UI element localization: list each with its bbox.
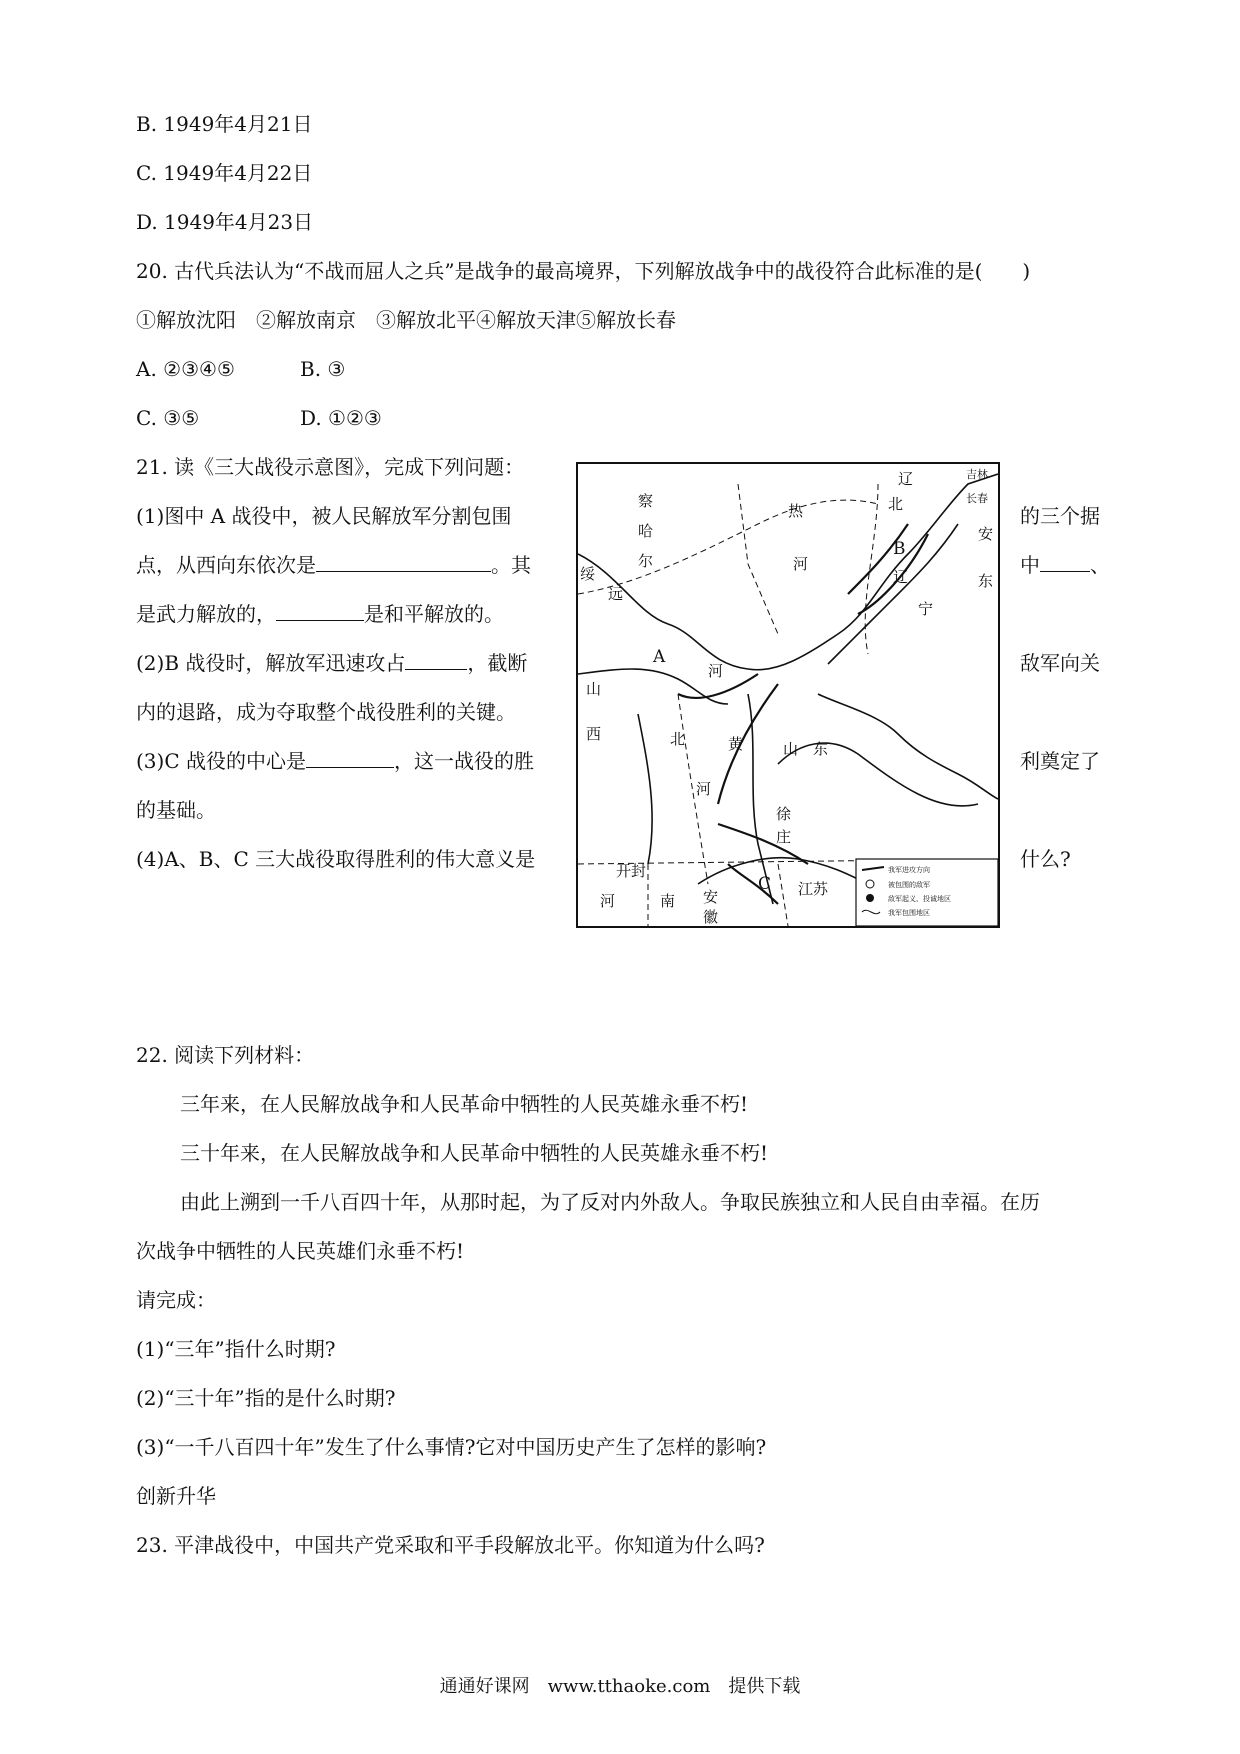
label-hebei-2: 河 (696, 780, 712, 798)
answer-blank-armed-1[interactable] (1040, 551, 1090, 572)
q21-part1-line2-end: 。其 (491, 553, 531, 577)
label-liaobei-1: 辽 (898, 470, 914, 488)
label-chahaer-2: 哈 (638, 522, 654, 540)
label-shandong: 山 东 (783, 740, 829, 758)
q20-stem: 20. 古代兵法认为“不战而屈人之兵”是战争的最高境界，下列解放战争中的战役符合此标准的是( ) (136, 259, 1031, 283)
q21-part1-line3-end: 是和平解放的。 (364, 602, 504, 626)
q22-sub-2: (2)“三十年”指的是什么时期? (136, 1386, 396, 1410)
label-jilin: 吉林 (966, 468, 988, 481)
q21-part1-line3-text: 是武力解放的， (136, 602, 276, 626)
q21-part3-line2: 的基础。 (136, 798, 216, 822)
q19-option-d: D. 1949年4月23日 (136, 210, 314, 234)
label-shanxi-2: 西 (586, 725, 602, 743)
q21-part1-line1-right: 的三个据 (1020, 504, 1100, 528)
q22-sub-1: (1)“三年”指什么时期? (136, 1337, 336, 1361)
label-he-near-a: 河 (708, 662, 724, 680)
label-an: 安 (978, 525, 994, 543)
q20-option-d: D. ①②③ (300, 406, 382, 430)
q21-part2-text: (2)B 战役时，解放军迅速攻占 (136, 651, 406, 675)
label-shanxi-1: 山 (586, 680, 602, 698)
label-hebei-1: 北 (670, 730, 686, 748)
label-campaign-b: B (893, 539, 906, 559)
three-campaigns-map (576, 462, 1000, 928)
map-drawing (578, 464, 998, 926)
q21-part1-line2-text: 点，从西向东依次是 (136, 553, 316, 577)
q22-material-3b: 次战争中牺牲的人民英雄们永垂不朽! (136, 1239, 465, 1263)
q21-part1-line2 (136, 551, 531, 579)
label-anhui-2: 徽 (703, 908, 719, 926)
page-footer: 通通好课网 www.tthaoke.com 提供下载 (439, 1676, 801, 1697)
q22-material-3a: 由此上溯到一千八百四十年，从那时起，为了反对内外敌人。争取民族独立和人民自由幸福。在历 (180, 1190, 1040, 1214)
legend-surrounded: 被包围的敌军 (888, 881, 930, 889)
label-campaign-c: C (758, 874, 772, 894)
label-jiangsu: 江苏 (798, 880, 829, 898)
answer-blank-captured-city[interactable] (405, 649, 467, 670)
q22-material-1: 三年来，在人民解放战争和人民革命中牺牲的人民英雄永垂不朽! (180, 1092, 749, 1116)
q21-stem: 21. 读《三大战役示意图》，完成下列问题： (136, 455, 525, 479)
label-changchun: 长春 (966, 492, 988, 505)
q23-stem: 23. 平津战役中，中国共产党采取和平手段解放北平。你知道为什么吗? (136, 1533, 765, 1557)
answer-blank-peaceful[interactable] (276, 600, 364, 621)
label-zhuang: 庄 (776, 828, 792, 846)
label-liaoning-1: 辽 (893, 568, 909, 586)
q21-part2-line2: 内的退路，成为夺取整个战役胜利的关键。 (136, 700, 516, 724)
legend-attack: 我军进攻方向 (888, 866, 930, 874)
q21-part1-line3 (136, 600, 504, 628)
q22-sub-3: (3)“一千八百四十年”发生了什么事情?它对中国历史产生了怎样的影响? (136, 1435, 767, 1459)
q21-part2-line1 (136, 649, 527, 677)
q21-part1-line2-right-end: 、 (1090, 553, 1110, 577)
label-campaign-a: A (653, 647, 666, 667)
label-rehe-1: 热 (788, 502, 804, 520)
q20-option-a: A. ②③④⑤ (136, 357, 235, 381)
label-rehe-2: 河 (793, 555, 809, 573)
answer-blank-center[interactable] (306, 747, 394, 768)
q20-option-b: B. ③ (300, 357, 346, 381)
q21-part3-line1-right: 利奠定了 (1020, 749, 1100, 773)
legend-uprising: 敌军起义、投诚地区 (888, 895, 951, 903)
q21-part1-line1: (1)图中 A 战役中，被人民解放军分割包围 (136, 504, 512, 528)
q21-part3-text-end: ，这一战役的胜 (394, 749, 534, 773)
answer-blank-strongholds[interactable] (316, 551, 491, 572)
label-xu: 徐 (776, 805, 792, 823)
q19-option-b: B. 1949年4月21日 (136, 112, 313, 136)
q21-part4-right: 什么? (1020, 847, 1071, 871)
label-chahaer-1: 察 (638, 492, 654, 510)
label-kaifeng: 开封 (616, 862, 647, 880)
section-heading: 创新升华 (136, 1484, 216, 1508)
q22-stem: 22. 阅读下列材料： (136, 1043, 315, 1067)
q20-option-c: C. ③⑤ (136, 406, 200, 430)
label-anhui-1: 安 (703, 888, 719, 906)
label-huang: 黄 (728, 735, 744, 753)
label-dong: 东 (978, 572, 994, 590)
map-legend (856, 859, 998, 926)
label-henan-2: 南 (660, 892, 676, 910)
label-chahaer-3: 尔 (638, 552, 654, 570)
q22-material-2: 三十年来，在人民解放战争和人民革命中牺牲的人民英雄永垂不朽! (180, 1141, 769, 1165)
label-liaobei-2: 北 (888, 495, 904, 513)
q21-part4: (4)A、B、C 三大战役取得胜利的伟大意义是 (136, 847, 536, 871)
q19-option-c: C. 1949年4月22日 (136, 161, 313, 185)
label-henan-1: 河 (600, 892, 616, 910)
q21-part3-text: (3)C 战役的中心是 (136, 749, 306, 773)
label-liaoning-2: 宁 (918, 600, 934, 618)
q21-part3-line1 (136, 747, 534, 775)
q21-part2-line1-right: 敌军向关 (1020, 651, 1100, 675)
label-suiyuan-2: 远 (608, 585, 624, 603)
q21-part1-line2-right (1020, 551, 1110, 579)
q21-part1-line2-right-text: 中 (1020, 553, 1040, 577)
label-suiyuan-1: 绥 (580, 565, 596, 583)
q22-prompt: 请完成： (136, 1288, 216, 1312)
q20-items: ①解放沈阳 ②解放南京 ③解放北平④解放天津⑤解放长春 (136, 308, 676, 332)
attack-arrows (678, 524, 928, 904)
legend-encircled: 我军包围地区 (888, 909, 930, 917)
q21-part2-text-end: ，截断 (467, 651, 528, 675)
